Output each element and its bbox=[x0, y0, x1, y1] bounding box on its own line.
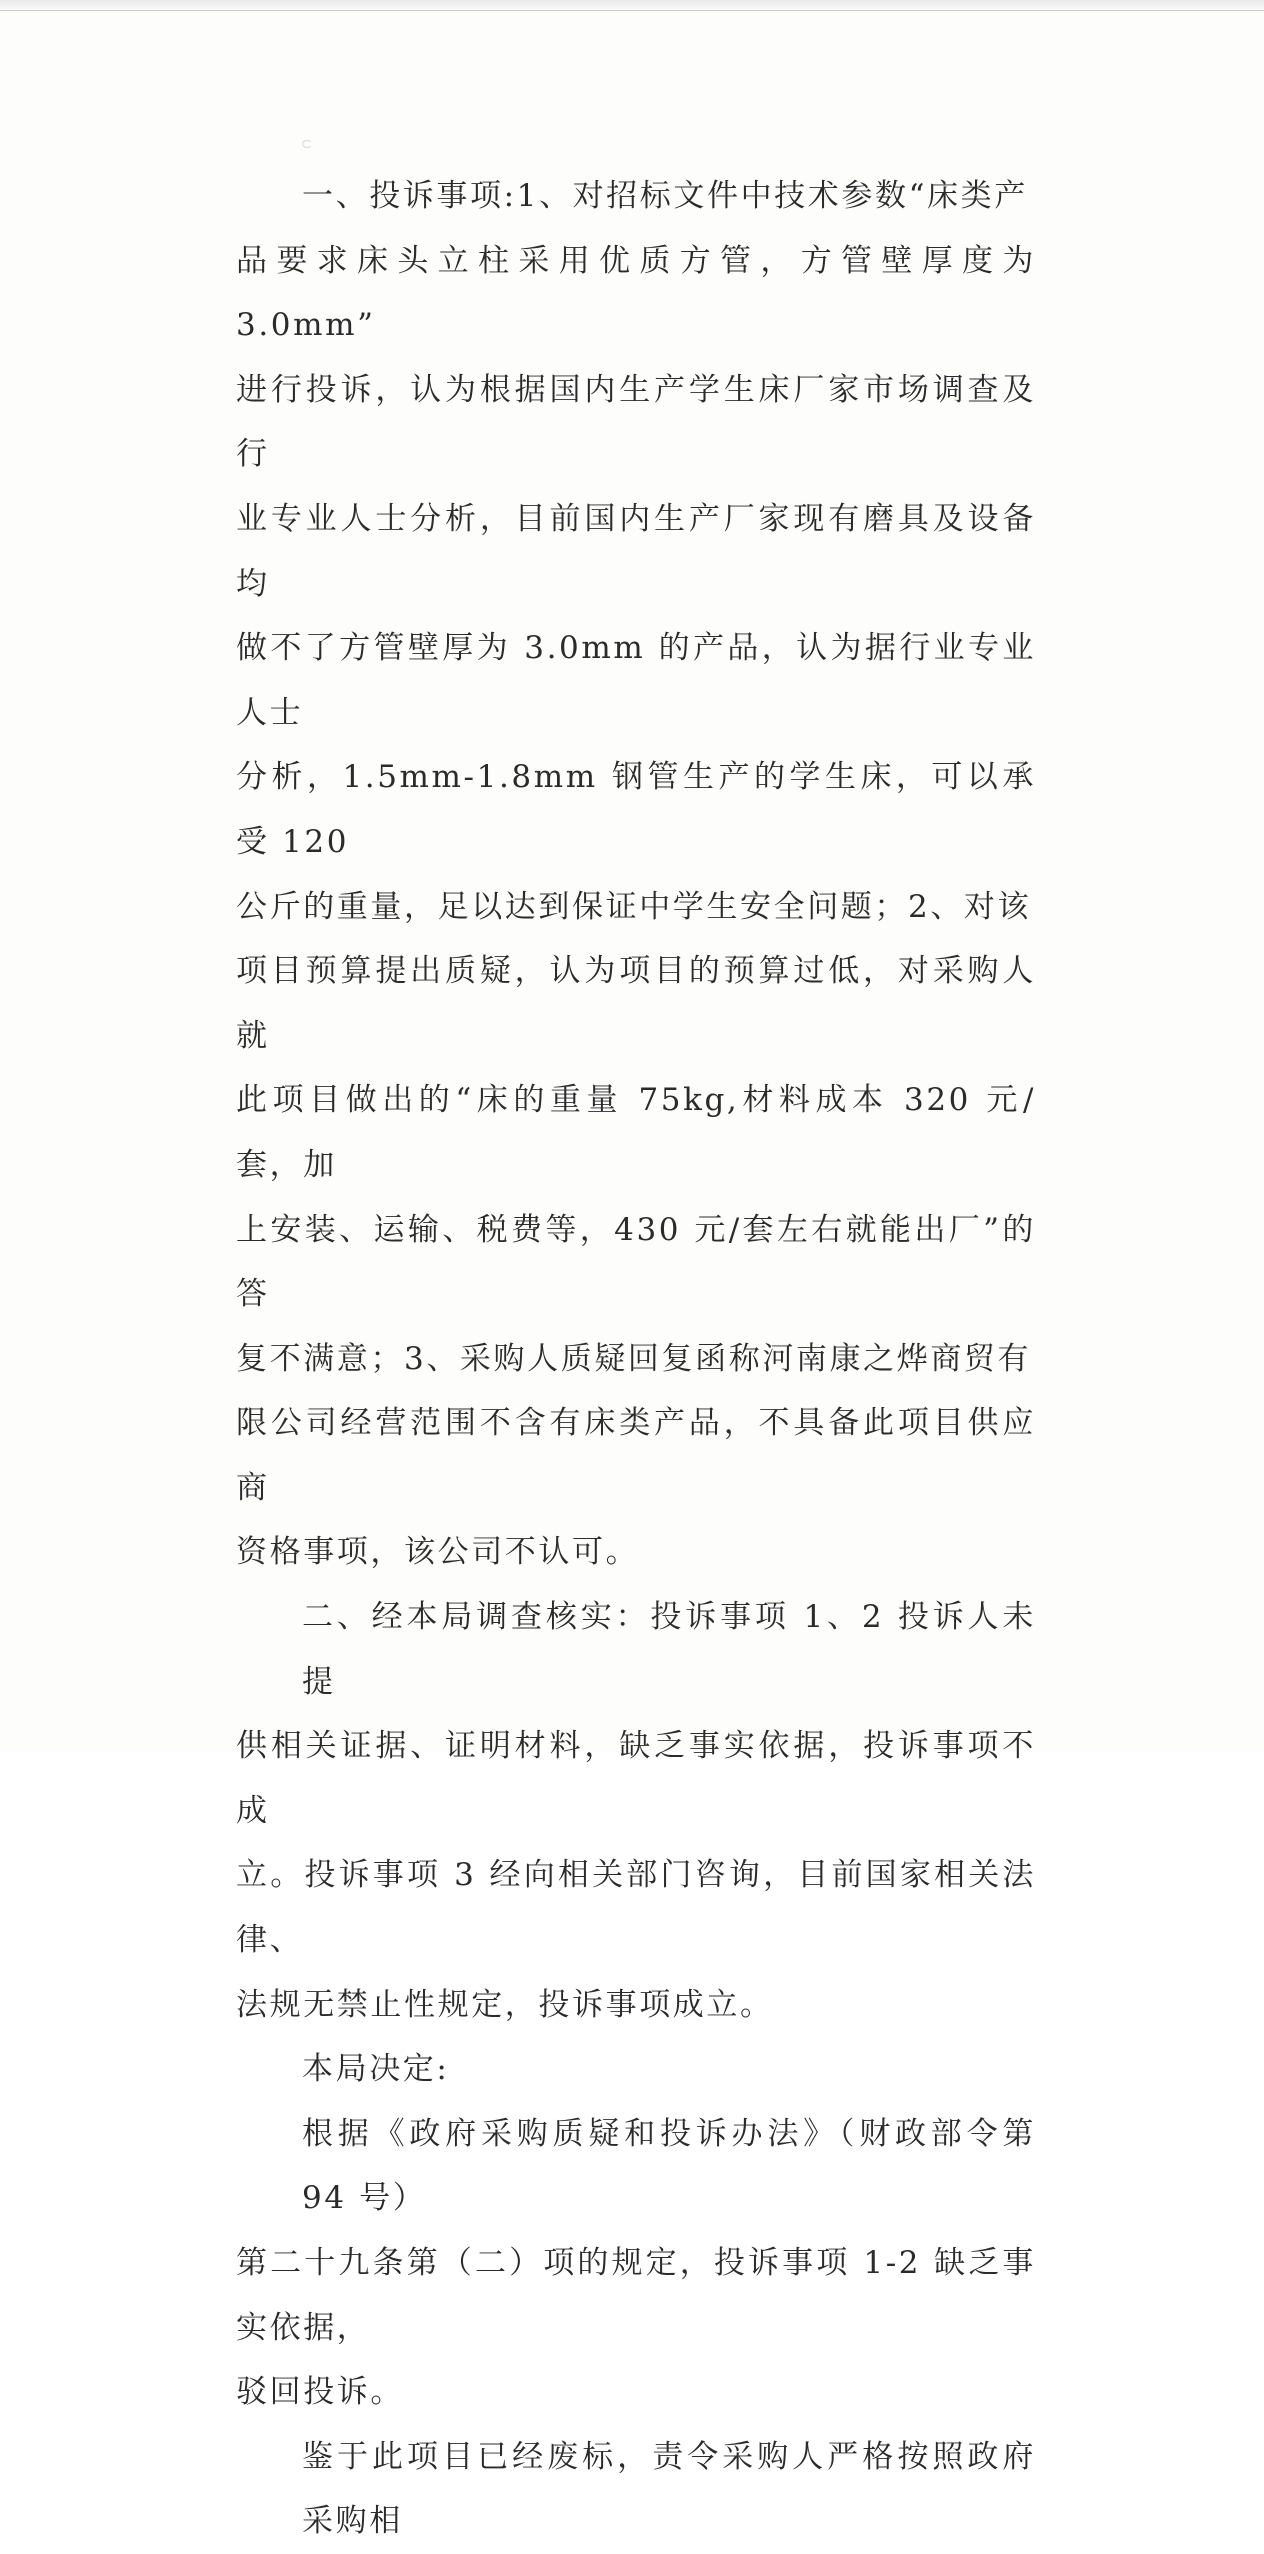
text-line: 公斤的重量，足以达到保证中学生安全问题；2、对该 bbox=[236, 888, 1032, 925]
text-line: 分析，1.5mm-1.8mm 钢管生产的学生床，可以承受 120 bbox=[236, 759, 1036, 860]
text-line: 限公司经营范围不含有床类产品，不具备此项目供应商 bbox=[236, 1405, 1036, 1506]
text-line: 一、投诉事项:1、对招标文件中技术参数“床类产 bbox=[302, 178, 1028, 214]
text-line: 驳回投诉。 bbox=[236, 2374, 404, 2411]
text-line: 业专业人士分析，目前国内生产厂家现有磨具及设备均 bbox=[236, 500, 1036, 602]
scan-line bbox=[0, 10, 1264, 11]
text-line: 本局决定: bbox=[302, 2051, 450, 2088]
text-line: 根据《政府采购质疑和投诉办法》（财政部令第 94 号） bbox=[302, 2115, 1036, 2217]
document-body bbox=[236, 164, 1036, 2554]
text-line: 做不了方管壁厚为 3.0mm 的产品，认为据行业专业人士 bbox=[236, 630, 1036, 731]
text-line: 第二十九条第（二）项的规定，投诉事项 1-2 缺乏事实依据， bbox=[236, 2245, 1036, 2346]
text-line: 法规无禁止性规定，投诉事项成立。 bbox=[236, 1986, 774, 2023]
text-line: 项目预算提出质疑，认为项目的预算过低，对采购人就 bbox=[236, 953, 1036, 1054]
text-line: 立。投诉事项 3 经向相关部门咨询，目前国家相关法律、 bbox=[236, 1857, 1036, 1959]
text-line: 二、经本局调查核实：投诉事项 1、2 投诉人未提 bbox=[302, 1599, 1036, 1700]
text-line: 资格事项，该公司不认可。 bbox=[236, 1534, 640, 1571]
text-line: 复不满意；3、采购人质疑回复函称河南康之烨商贸有 bbox=[236, 1340, 1032, 1377]
scan-speck bbox=[302, 140, 312, 148]
text-line: 进行投诉，认为根据国内生产学生床厂家市场调查及行 bbox=[236, 371, 1036, 473]
text-line: 此项目做出的“床的重量 75kg,材料成本 320 元/套，加 bbox=[236, 1082, 1036, 1183]
text-line: 鉴于此项目已经废标，责令采购人严格按照政府采购相 bbox=[302, 2438, 1036, 2540]
text-line: 上安装、运输、税费等，430 元/套左右就能出厂”的答 bbox=[236, 1211, 1036, 1313]
text-line: 供相关证据、证明材料，缺乏事实依据，投诉事项不成 bbox=[236, 1728, 1036, 1829]
text-line: 品要求床头立柱采用优质方管，方管壁厚度为 3.0mm” bbox=[236, 242, 1036, 344]
